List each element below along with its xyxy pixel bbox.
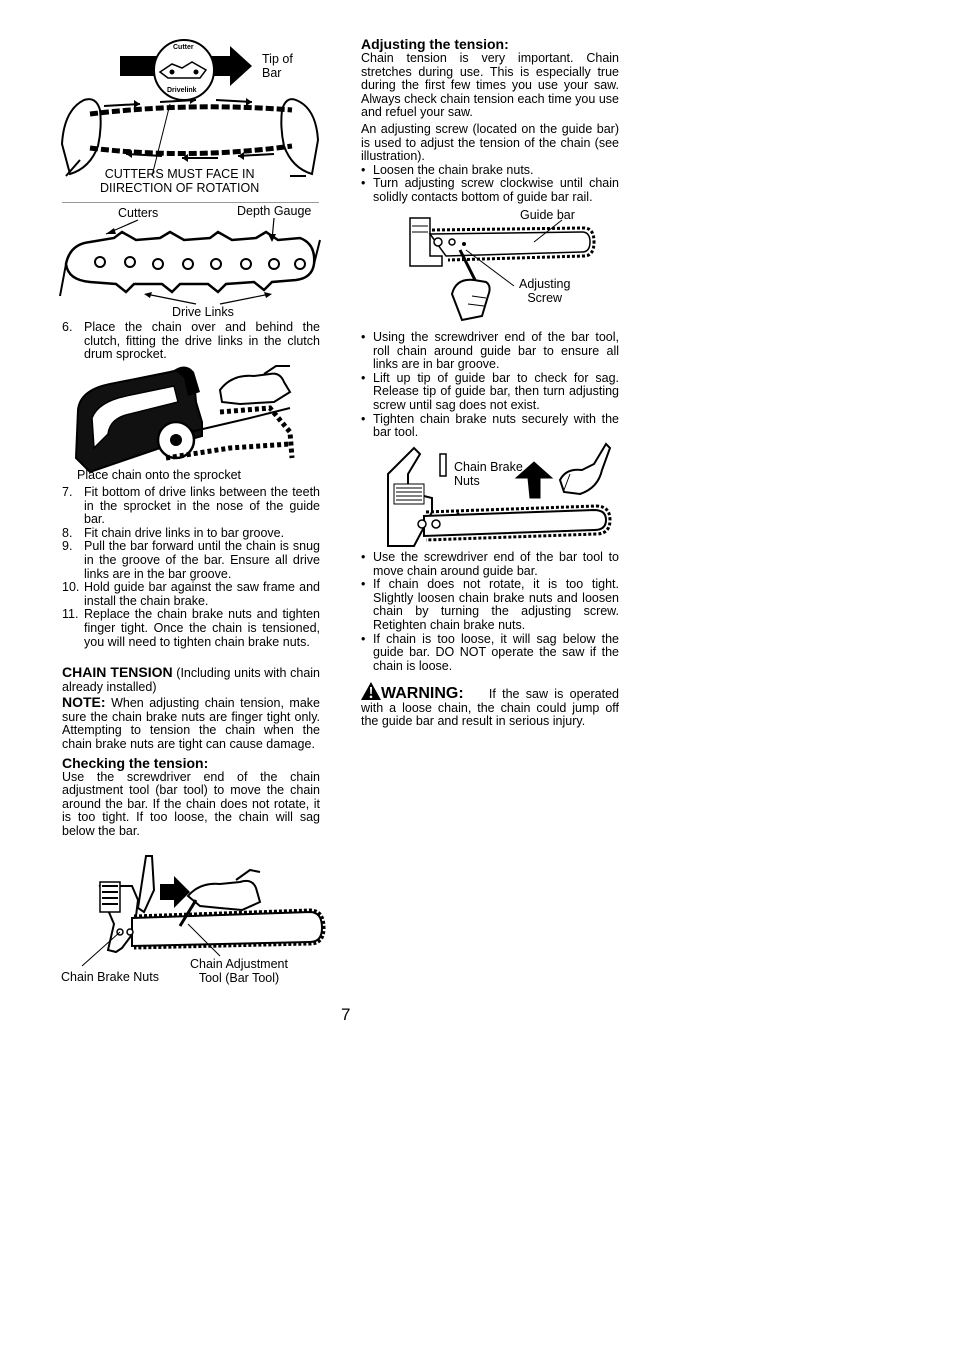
- step-text: Pull the bar forward until the chain is snug in the groove of the bar. Ensure all drive links are in the bar groove.: [84, 539, 320, 581]
- list-item: [62, 608, 320, 649]
- figure-adjusting-screw: [402, 206, 602, 330]
- chain-brake-nuts-label-right: Chain Brake Nuts: [454, 460, 523, 488]
- steps-7-11: [62, 486, 320, 649]
- step-number: 7.: [62, 485, 73, 499]
- step-number: 8.: [62, 525, 73, 540]
- warning-block: [361, 682, 619, 729]
- cutters-label: Cutters: [118, 206, 159, 220]
- note-label: NOTE:: [62, 694, 106, 711]
- adjusting-screw-illustration: [402, 206, 602, 330]
- list-item: [62, 540, 320, 581]
- adjusting-tension-heading: Adjusting the tension:: [361, 36, 509, 52]
- step-text: Hold guide bar against the saw frame and install the chain brake.: [84, 580, 320, 608]
- step-text: Replace the chain brake nuts and tighten finger tight. Once the chain is tensioned, you will need to tighten chain brake nuts.: [84, 607, 320, 649]
- step-text: Fit bottom of drive links between the teeth in the sprocket in the nose of the guide bar.: [84, 485, 320, 527]
- warning-label: WARNING:: [381, 685, 464, 702]
- list-item: • Lift up tip of guide bar to check for sag. Release tip of guide bar, then turn adjusting screw until sag does not exist.: [361, 372, 619, 413]
- step-text: Place the chain over and behind the clutch, fitting the drive links in the clutch drum sprocket.: [84, 320, 320, 362]
- chain-brake-nuts-illustration: [384, 440, 614, 552]
- list-item: • Loosen the chain brake nuts.: [361, 164, 619, 178]
- list-item: • Using the screwdriver end of the bar tool, roll chain around guide bar to ensure all links are in bar groove.: [361, 331, 619, 372]
- chain-tension-paragraph: [62, 666, 320, 694]
- step-text: Fit chain drive links in to bar groove.: [84, 525, 285, 540]
- figure-divider: [62, 202, 319, 203]
- step-number: 9.: [62, 539, 73, 554]
- note-paragraph: [62, 696, 320, 751]
- list-item: • If chain does not rotate, it is too tight. Slightly loosen chain brake nuts and loosen chain by turning the adjusting screw. Retighten chain brake nuts.: [361, 578, 619, 632]
- chain-tension-section: [62, 666, 320, 839]
- tip-of-bar-label: Tip of Bar: [262, 52, 293, 80]
- cutters-direction-caption: CUTTERS MUST FACE IN DIIRECTION OF ROTATION: [100, 167, 260, 195]
- badge-cutter-label: Cutter: [173, 44, 194, 51]
- chain-brake-nuts-label: Chain Brake Nuts: [61, 970, 159, 984]
- figure-chain-parts: [60, 204, 322, 320]
- chain-tension-subheading: (Including units with chain already installed): [62, 666, 320, 694]
- adjusting-tension-section: [361, 36, 619, 205]
- figure-chain-brake-nuts: [384, 440, 614, 552]
- adjusting-bullets-a: [361, 164, 619, 205]
- chain-tension-heading: CHAIN TENSION: [62, 664, 173, 680]
- adjusting-bullets-c: [361, 551, 619, 673]
- list-item: • Tighten chain brake nuts securely with the bar tool.: [361, 413, 619, 440]
- warning-triangle-glyph: [361, 682, 381, 700]
- list-item: • Use the screwdriver end of the bar tool to move chain around guide bar.: [361, 551, 619, 578]
- depth-gauge-label: Depth Gauge: [237, 204, 312, 218]
- step-number: 6.: [62, 320, 73, 334]
- adjusting-bullets-b-block: [361, 331, 619, 440]
- adjusting-paragraph-1: Chain tension is very important. Chain stretches during use. This is especially true during the first few times you use your saw. Always check chain tension each time you use and refuel your saw.: [361, 51, 619, 120]
- warning-paragraph: [361, 682, 619, 729]
- adjusting-bullets-c-block: [361, 551, 619, 673]
- list-item: • Turn adjusting screw clockwise until chain solidly contacts bottom of guide bar rail.: [361, 177, 619, 204]
- sprocket-caption: Place chain onto the sprocket: [77, 468, 241, 482]
- note-text: When adjusting chain tension, make sure the chain brake nuts are finger tight only. Attempting to tension the chain when the chain brake nuts are tight can cause damage.: [62, 696, 320, 751]
- step-number: 10.: [62, 580, 80, 595]
- list-item: [62, 486, 320, 527]
- page-number: 7: [341, 1005, 351, 1024]
- step-6: [62, 321, 320, 362]
- chain-on-sprocket-illustration: [70, 362, 310, 472]
- warning-icon: [361, 682, 381, 700]
- guide-bar-label: Guide bar: [520, 208, 575, 222]
- figure-sprocket: [70, 362, 310, 482]
- adjusting-screw-label: Adjusting Screw: [519, 277, 571, 305]
- list-item: • If chain is too loose, it will sag below the guide bar. DO NOT operate the saw if the chain is loose.: [361, 633, 619, 674]
- checking-tension-text: Use the screwdriver end of the chain adjustment tool (bar tool) to move the chain around the bar. If the chain does not rotate, it is too tight. If too loose, the chain will sag below the bar.: [62, 769, 320, 838]
- adjusting-paragraph-2: An adjusting screw (located on the guide bar) is used to adjust the tension of the chain (see illustration).: [361, 121, 619, 164]
- step-number: 11.: [62, 607, 79, 622]
- drive-links-label: Drive Links: [172, 305, 234, 319]
- checking-tension-heading: Checking the tension:: [62, 754, 209, 771]
- list-item: [62, 321, 320, 362]
- figure-bar-tool: [60, 852, 322, 988]
- chain-parts-illustration: [60, 204, 322, 320]
- warning-text: If the saw is operated with a loose chain, the chain could jump off the guide bar and result in serious injury.: [361, 687, 619, 729]
- chain-adjustment-tool-label: Chain Adjustment Tool (Bar Tool): [190, 957, 288, 985]
- adjusting-bullets-b: [361, 331, 619, 440]
- badge-drivelink-label: Drivelink: [167, 87, 197, 94]
- list-item: [62, 581, 320, 608]
- figure-cutter-direction: [60, 36, 320, 200]
- list-item: [62, 527, 320, 541]
